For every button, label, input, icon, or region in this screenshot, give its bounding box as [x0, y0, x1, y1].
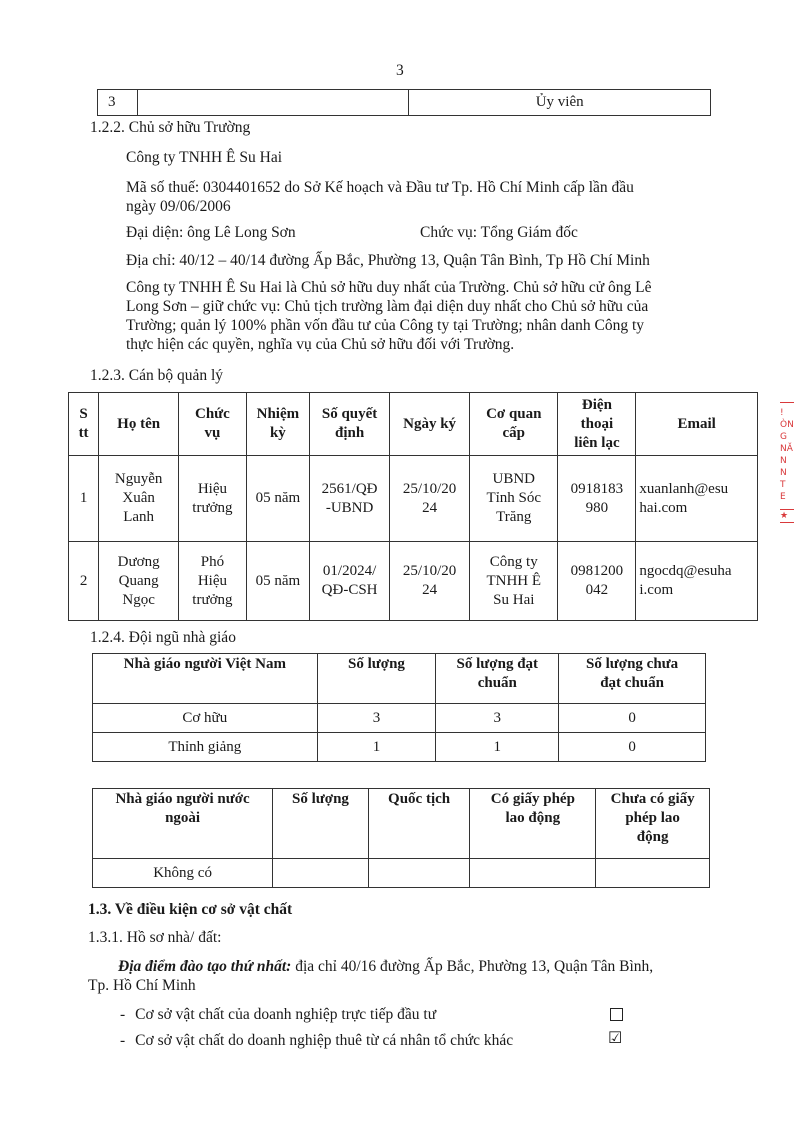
cell-email-2: hai.com: [639, 499, 688, 516]
th-vn-unqualified-1: Số lượng chưa: [586, 656, 679, 672]
section-1-2-4-heading: 1.2.4. Đội ngũ nhà giáo: [90, 629, 236, 646]
owner-company: Công ty TNHH Ê Su Hai: [126, 149, 283, 166]
th-foreign-type-2: ngoài: [165, 810, 201, 826]
top-row-stt: 3: [98, 90, 138, 116]
location-text: địa chỉ 40/16 đường Ấp Bắc, Phường 13, Quận Tân Bình,: [291, 958, 654, 975]
cell-phone-2: 980: [585, 499, 609, 516]
cell-agency-2: TNHH Ê: [486, 572, 542, 589]
table-row: [69, 542, 758, 621]
th-phone-2: thoại: [580, 415, 614, 432]
th-stt-2: tt: [78, 425, 89, 441]
th-phone-1: Điện: [581, 396, 612, 413]
stamp-star-icon: ★: [780, 511, 789, 521]
facility-option-1-label: Cơ sở vật chất của doanh nghiệp trực tiếp đầu tư: [135, 1006, 437, 1023]
cell-agency-3: Su Hai: [493, 591, 535, 608]
cell-name-3: Ngọc: [122, 591, 155, 608]
cell-term: 05 năm: [246, 456, 309, 542]
cell-vn-type: Cơ hữu: [93, 704, 318, 733]
cell-agency-1: Công ty: [489, 553, 538, 570]
facility-option-2: - Cơ sở vật chất do doanh nghiệp thuê từ cá nhân tổ chức khác: [120, 1032, 514, 1049]
th-stt-1: S: [79, 406, 88, 422]
cell-decision-1: 01/2024/: [322, 563, 377, 579]
cell-date-2: 24: [422, 499, 438, 516]
tax-line-1: Mã số thuế: 0304401652 do Sở Kế hoạch và Đầu tư Tp. Hồ Chí Minh cấp lần đầu: [126, 179, 634, 196]
cell-role-1: Hiệu: [197, 480, 227, 497]
cell-role-1: Phó: [200, 553, 225, 570]
table-row: [93, 859, 710, 888]
cell-agency-3: Trăng: [496, 509, 532, 525]
stamp-line-3: G: [780, 432, 787, 442]
cell-role-3: trưởng: [192, 591, 233, 608]
cell-agency-1: UBND: [492, 471, 536, 487]
cell-name-3: Lanh: [123, 509, 155, 525]
facility-option-2-label: Cơ sở vật chất do doanh nghiệp thuê từ cá nhân tổ chức khác: [135, 1032, 514, 1049]
cell-email-1: xuanlanh@esu: [639, 480, 729, 497]
th-role-1: Chức: [194, 406, 230, 422]
stamp-line-5: N N: [780, 456, 787, 478]
management-header-row: [69, 393, 758, 456]
th-foreign-nopermit-3: động: [636, 829, 669, 845]
cell-phone-2: 042: [585, 582, 609, 598]
tax-line-2: ngày 09/06/2006: [126, 198, 231, 215]
th-vn-type: Nhà giáo người Việt Nam: [93, 654, 318, 704]
section-1-2-2-heading: 1.2.2. Chủ sở hữu Trường: [90, 119, 251, 136]
stamp-line-2: ÒN: [780, 420, 794, 430]
cell-vn-unqualified: 0: [559, 704, 706, 733]
th-term-1: Nhiệm: [256, 406, 300, 422]
owner-desc-4: thực hiện các quyền, nghĩa vụ của Chủ sở hữu đối với Trường.: [126, 336, 515, 353]
table-row: [69, 456, 758, 542]
cell-date-2: 24: [422, 582, 438, 598]
th-vn-qualified-2: chuẩn: [477, 675, 517, 691]
th-foreign-permit-2: lao động: [505, 810, 561, 826]
cell-stt: 2: [69, 542, 99, 621]
cell-foreign-nopermit: [596, 859, 710, 888]
cell-date-1: 25/10/20: [402, 563, 457, 579]
th-vn-qualified-1: Số lượng đạt: [456, 656, 539, 672]
th-decision-1: Số quyết: [321, 406, 378, 422]
th-vn-unqualified-2: đạt chuẩn: [600, 675, 664, 691]
cell-role-2: trưởng: [192, 499, 233, 516]
owner-address: Địa chỉ: 40/12 – 40/14 đường Ấp Bắc, Phường 13, Quận Tân Bình, Tp Hồ Chí Minh: [126, 252, 650, 269]
cell-date-1: 25/10/20: [402, 480, 457, 497]
cell-email-2: i.com: [639, 582, 674, 598]
owner-desc-3: Trường; quản lý 100% phần vốn đầu tư của Công ty tại Trường; nhân danh Công ty: [126, 317, 645, 334]
foreign-teachers-table: [92, 788, 710, 888]
representative: Đại diện: ông Lê Long Sơn: [126, 224, 296, 241]
th-agency-2: cấp: [502, 425, 526, 441]
vn-teachers-table: [92, 653, 706, 762]
th-vn-count: Số lượng: [317, 654, 436, 704]
cell-email-1: ngocdq@esuha: [639, 563, 732, 579]
top-row-role: Ủy viên: [409, 90, 711, 116]
facility-option-2-checkbox[interactable]: ☑: [608, 1030, 623, 1047]
cell-foreign-nationality: [368, 859, 470, 888]
cell-role-2: Hiệu: [197, 572, 227, 589]
cell-name-2: Xuân: [122, 490, 155, 506]
cell-vn-qualified: 3: [436, 704, 559, 733]
top-row-name: [137, 90, 409, 116]
cell-vn-count: 3: [317, 704, 436, 733]
cell-vn-qualified: 1: [436, 733, 559, 762]
th-decision-2: định: [334, 425, 365, 441]
table-row: [93, 733, 706, 762]
th-role-2: vụ: [204, 425, 221, 441]
th-phone-3: liên lạc: [574, 434, 620, 451]
section-1-3-1-heading: 1.3.1. Hồ sơ nhà/ đất:: [88, 929, 222, 946]
cell-decision-2: QĐ-CSH: [321, 582, 378, 598]
vn-header-row: [93, 654, 706, 704]
owner-desc-1: Công ty TNHH Ê Su Hai là Chủ sở hữu duy nhất của Trường. Chủ sở hữu cử ông Lê: [126, 279, 652, 296]
th-agency-1: Cơ quan: [486, 406, 542, 422]
cell-name-1: Nguyễn: [114, 471, 163, 487]
cell-term: 05 năm: [246, 542, 309, 621]
th-foreign-type-1: Nhà giáo người nước: [115, 791, 250, 807]
stamp-line-1: !: [780, 408, 784, 418]
cell-name-1: Dương: [117, 553, 160, 570]
th-foreign-nationality: Quốc tịch: [368, 789, 470, 859]
location-line: [118, 956, 653, 977]
cell-foreign-permit: [470, 859, 596, 888]
th-foreign-nopermit-2: phép lao: [625, 810, 680, 826]
cell-foreign-count: [273, 859, 369, 888]
th-email: Email: [636, 393, 758, 456]
location-label: Địa điểm đào tạo thứ nhất:: [118, 958, 292, 975]
management-table: [68, 392, 758, 621]
cell-foreign-type: Không có: [93, 859, 273, 888]
stamp-fragment: [780, 402, 794, 540]
cell-decision-1: 2561/QĐ: [321, 480, 378, 497]
th-term-2: kỳ: [269, 425, 286, 441]
owner-desc-2: Long Sơn – giữ chức vụ: Chủ tịch trường làm đại diện duy nhất cho Chủ sở hữu của: [126, 298, 649, 315]
cell-vn-type: Thỉnh giảng: [93, 733, 318, 762]
facility-option-1-checkbox[interactable]: [610, 1008, 623, 1021]
cell-phone-1: 0981200: [570, 563, 624, 579]
representative-position: Chức vụ: Tổng Giám đốc: [420, 224, 578, 241]
table-row: [93, 704, 706, 733]
cell-stt: 1: [69, 456, 99, 542]
facility-option-1: - Cơ sở vật chất của doanh nghiệp trực tiếp đầu tư: [120, 1006, 437, 1023]
section-1-3-heading: 1.3. Về điều kiện cơ sở vật chất: [88, 901, 293, 918]
th-foreign-count: Số lượng: [273, 789, 369, 859]
cell-agency-2: Tỉnh Sóc: [486, 490, 542, 506]
board-table-fragment: [97, 89, 711, 116]
page-number: 3: [396, 62, 404, 79]
section-1-2-3-heading: 1.2.3. Cán bộ quản lý: [90, 367, 224, 384]
cell-phone-1: 0918183: [570, 480, 624, 497]
foreign-header-row: [93, 789, 710, 859]
th-name: Họ tên: [99, 393, 179, 456]
stamp-line-6: T E: [780, 480, 786, 502]
th-date: Ngày ký: [390, 393, 470, 456]
cell-decision-2: -UBND: [325, 499, 374, 516]
cell-vn-count: 1: [317, 733, 436, 762]
cell-vn-unqualified: 0: [559, 733, 706, 762]
th-foreign-nopermit-1: Chưa có giấy: [610, 791, 695, 807]
cell-name-2: Quang: [118, 572, 159, 589]
stamp-line-4: NĂ: [780, 444, 793, 454]
location-text-2: Tp. Hồ Chí Minh: [88, 977, 196, 994]
th-foreign-permit-1: Có giấy phép: [490, 791, 575, 807]
